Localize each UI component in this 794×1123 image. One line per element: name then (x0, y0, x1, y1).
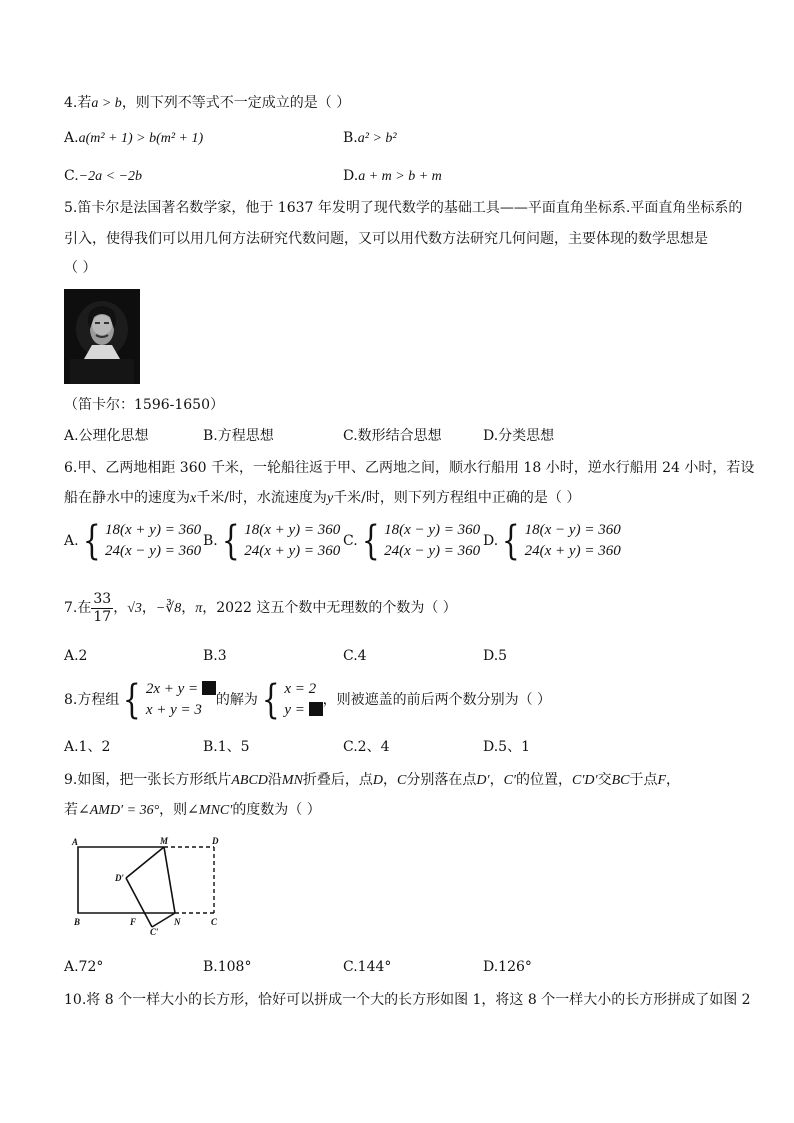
q4-option-a: A.a(m² + 1) > b(m² + 1) (64, 130, 204, 146)
q9-option-a: A.72° (64, 959, 104, 975)
q5-line-2: 引入，使得我们可以用几何方法研究代数问题，又可以用代数方法研究几何问题，主要体现的数学思想是 (64, 231, 708, 247)
label-a: A (72, 837, 79, 847)
folding-diagram-svg (64, 835, 244, 935)
q5-option-a: A.公理化思想 (64, 428, 149, 444)
q6-option-b: B. { 18(x + y) = 360 24(x + y) = 360 (203, 518, 341, 564)
label-b: B (74, 917, 81, 927)
segment-mn (164, 847, 175, 913)
q5-line-3: （ ） (64, 260, 97, 276)
q6-option-a: A. { 18(x + y) = 360 24(x − y) = 360 (64, 518, 202, 564)
q9-option-b: B.108° (203, 959, 252, 975)
q7-option-b: B.3 (203, 648, 227, 664)
label-d-prime: D′ (115, 873, 125, 883)
q9-option-c: C.144° (343, 959, 392, 975)
q6-line-1: 6.甲、乙两地相距 360 千米，一轮船往返于甲、乙两地之间，顺水行船用 18 小时，逆水行船用 24 小时，若设 (64, 460, 755, 476)
q5-option-c: C.数形结合思想 (343, 428, 442, 444)
q8-option-c: C.2、4 (343, 739, 390, 755)
segment-md-prime (126, 847, 164, 878)
label-c: C (211, 917, 218, 927)
label-c-prime: C′ (150, 927, 159, 935)
q5-line-1: 5.笛卡尔是法国著名数学家，他于 1637 年发明了现代数学的基础工具——平面直角坐标系.平面直角坐标系的 (64, 200, 743, 216)
q9-line-2: 若∠AMD′ = 36°，则∠MNC′的度数为（ ） (64, 802, 321, 818)
descartes-portrait (64, 289, 140, 384)
portrait-caption: （笛卡尔：1596-1650） (64, 397, 224, 413)
folding-diagram (64, 835, 244, 935)
q4-option-d: D.a + m > b + m (343, 168, 442, 184)
q4-option-b: B.a² > b² (343, 130, 397, 146)
q7-option-d: D.5 (483, 648, 508, 664)
q5-option-b: B.方程思想 (203, 428, 274, 444)
covered-box-2 (309, 702, 323, 716)
q7-option-a: A.2 (64, 648, 88, 664)
q8-option-d: D.5、1 (483, 739, 530, 755)
q8-option-a: A.1、2 (64, 739, 111, 755)
q6-option-d: D. { 18(x − y) = 360 24(x + y) = 360 (483, 518, 621, 564)
q8-option-b: B.1、5 (203, 739, 250, 755)
q5-option-d: D.分类思想 (483, 428, 555, 444)
q4-stem: 4.若a > b，则下列不等式不一定成立的是（ ） (64, 95, 351, 111)
q6-line-2: 船在静水中的速度为x千米/时，水流速度为y千米/时，则下列方程组中正确的是（ ） (64, 490, 581, 506)
q7-stem: 7.在 $\frac{33}{17}$ ，√3，−∛8，π，2022 这五个数中无理数的个数为（ ） (64, 590, 457, 625)
label-m: M (160, 836, 169, 846)
q10-line-1: 10.将 8 个一样大小的长方形，恰好可以拼成一个大的长方形如图 1，将这 8 个一样大小的长方形拼成了如图 2 (64, 992, 751, 1008)
label-n: N (174, 917, 181, 927)
q9-line-1: 9.如图，把一张长方形纸片ABCD沿MN折叠后，点D，C分别落在点D′，C′的位置，C′D′交BC于点F， (64, 772, 681, 788)
covered-box-1 (202, 681, 216, 695)
q6-option-c: C. { 18(x − y) = 360 24(x − y) = 360 (343, 518, 481, 564)
portrait-image (64, 289, 140, 384)
fraction-33-17: $\frac{33}{17}$ (93, 590, 112, 625)
q9-option-d: D.126° (483, 959, 532, 975)
q8-stem: 8.方程组 { 2x + y = x + y = 3 的解为 { x = 2 y = ，则被遮盖的前后两个数分别为（ ） (64, 677, 552, 723)
segment-c-prime-n (152, 913, 175, 927)
q7-option-c: C.4 (343, 648, 367, 664)
label-f: F (130, 917, 137, 927)
label-d: D (212, 836, 219, 846)
q4-option-c: C.−2a < −2b (64, 168, 143, 184)
